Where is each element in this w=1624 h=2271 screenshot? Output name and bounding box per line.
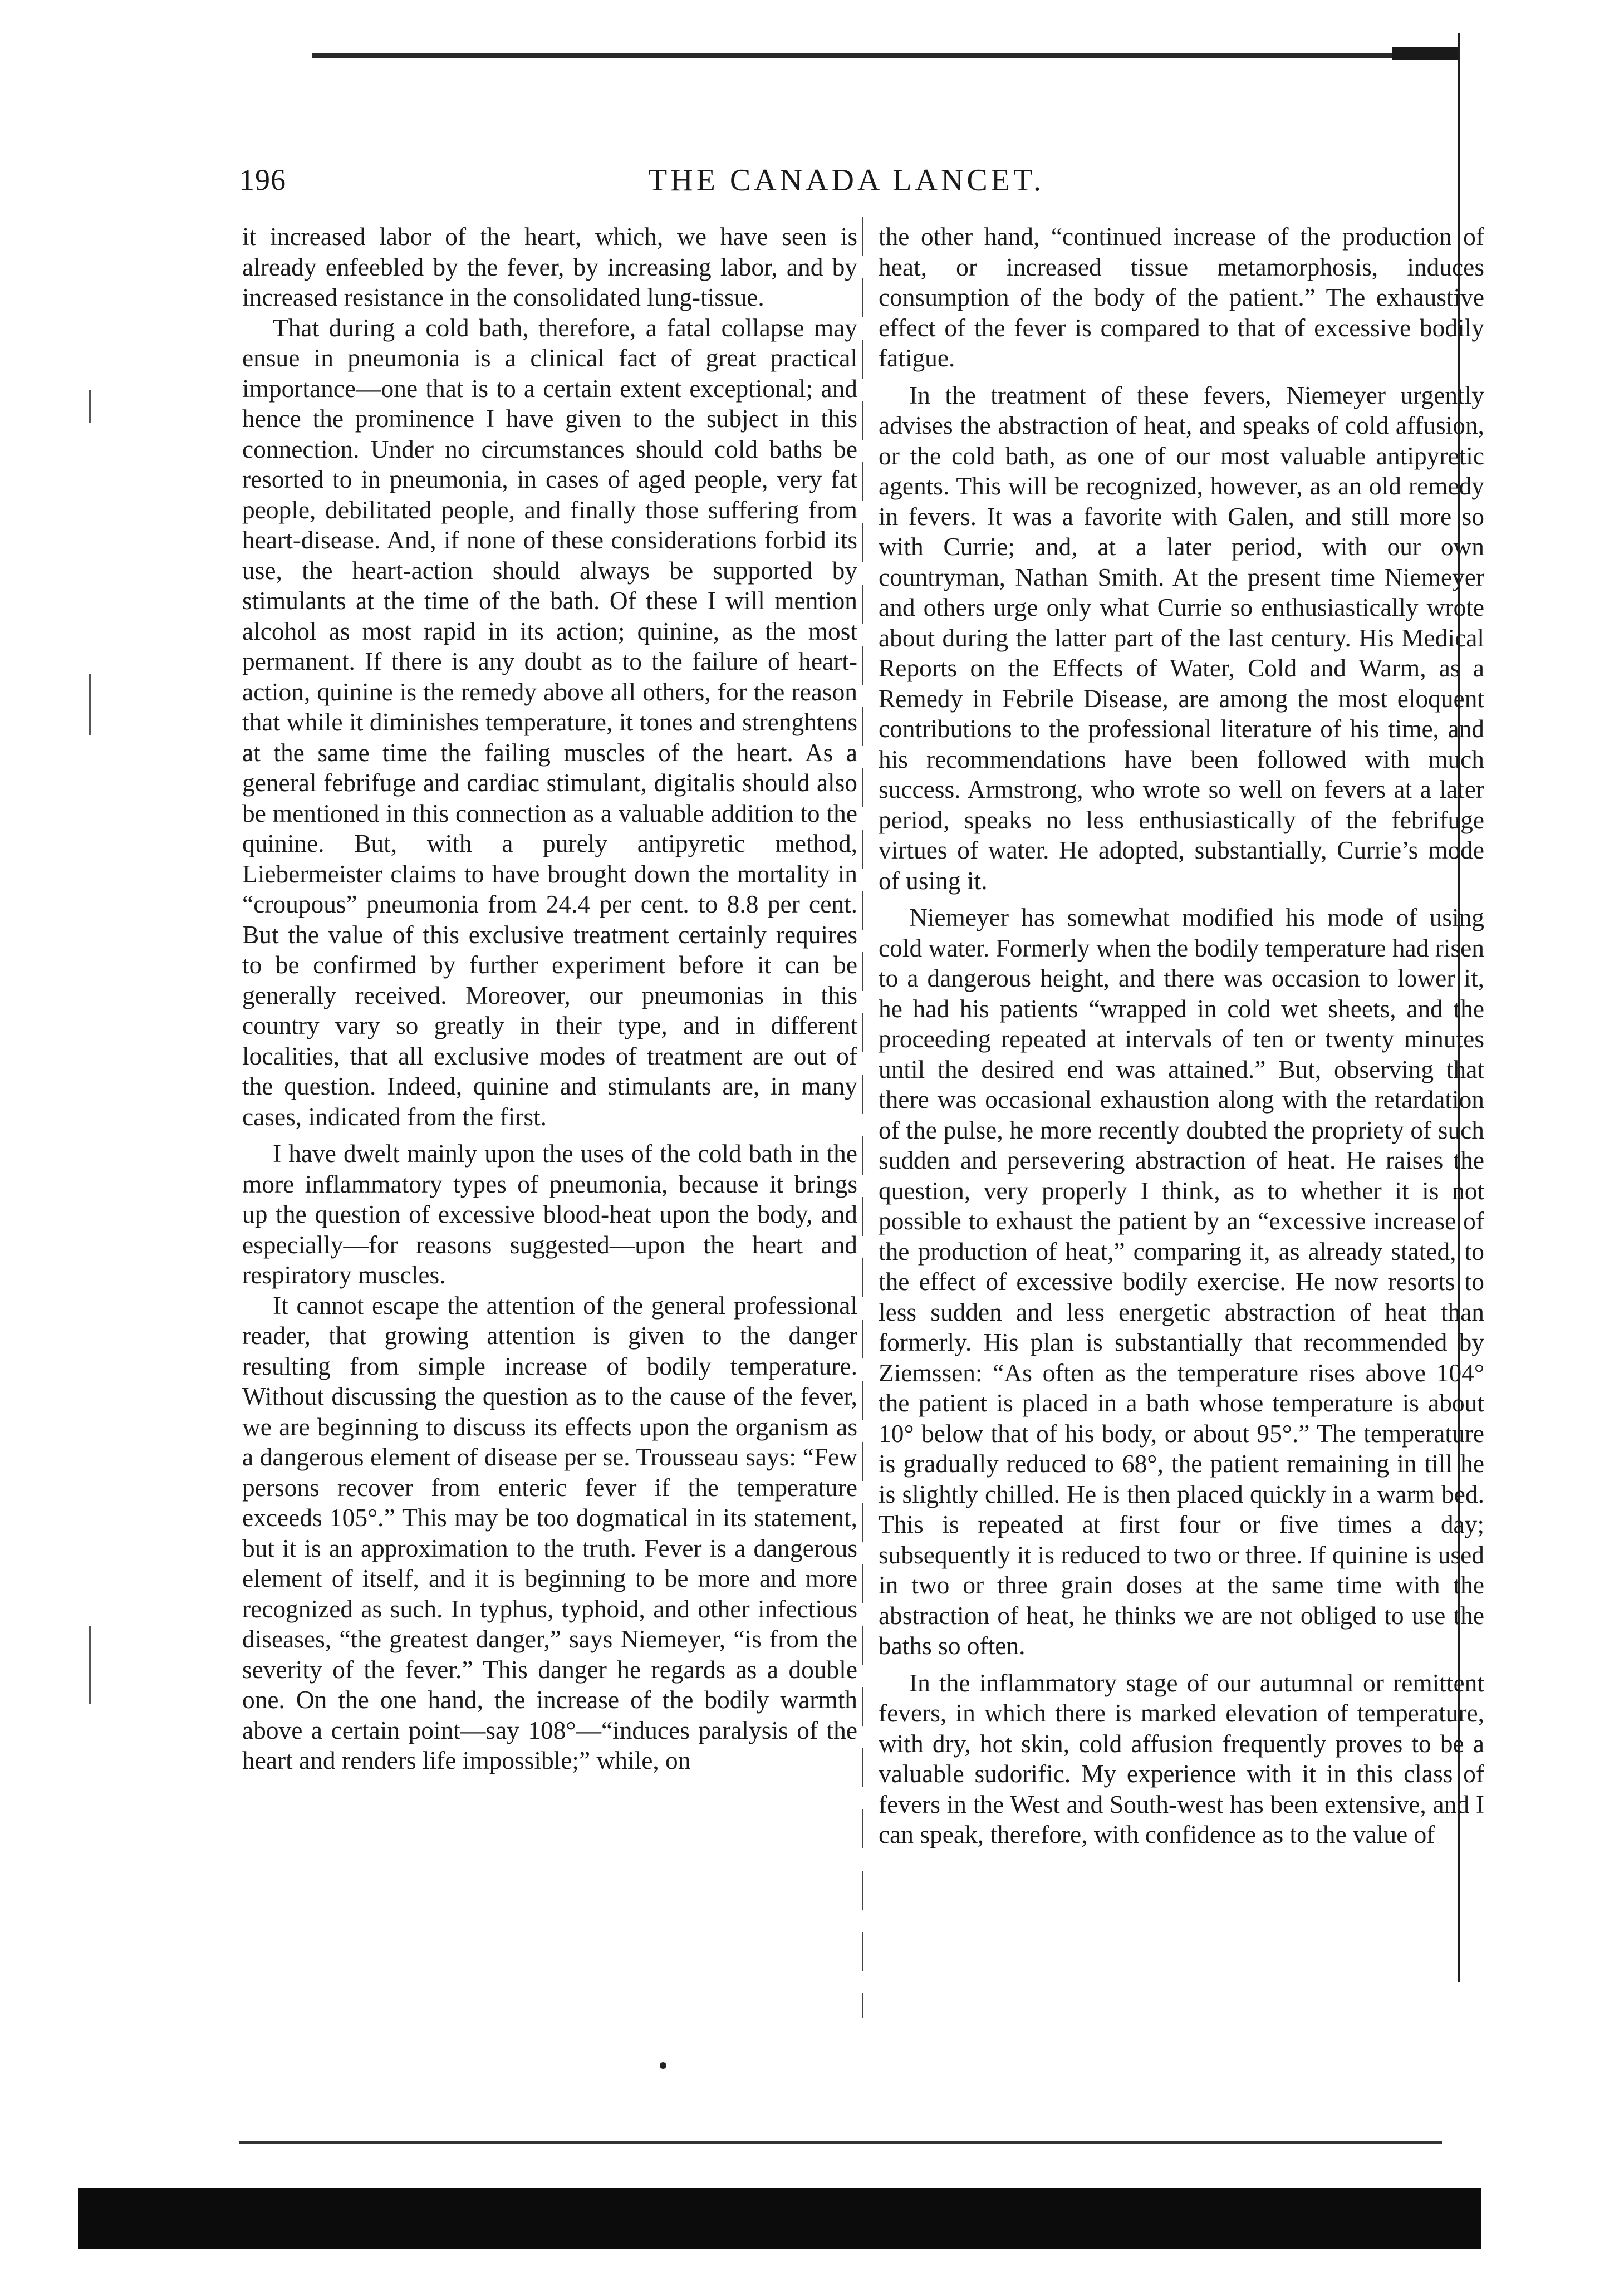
paragraph: Niemeyer has somewhat modified his mode of using cold water. Formerly when the bodily temperature had risen to a dangerous height, and there was occasion to lower it, he had his patients “wrapped in cold wet sheets, and the proceeding repeated at intervals of ten or twenty minutes until the desired end was attained.” But, observing that there was occasional exhaustion along with the retardation of the pulse, he more recently doubted the propriety of such sudden and persevering abstraction of heat. He raises the question, very properly I think, as to whether it is not possible to exhaust the patient by an “excessive increase of the production of heat,” comparing it, as already stated, to the effect of excessive bodily exercise. He now resorts to less sudden and less energetic abstraction of heat than formerly. His plan is substantially that recommended by Ziemssen: “As often as the temperature rises above 104° the patient is placed in a bath whose temperature is about 10° below that of his body, or about 95°.” The temperature is gradually reduced to 68°, the patient remaining in till he is slightly chilled. He is then placed quickly in a warm bed. This is repeated at first four or five times a day; subsequently it is reduced to two or three. If quinine is used in two or three grain doses at the same time with the abstraction of heat, he thinks we are not obliged to use the baths so often. bbox=[879, 904, 1484, 1660]
paragraph: I have dwelt mainly upon the uses of the cold bath in the more inflammatory types of pneumonia, because it brings up the question of excessive blood-heat upon the body, and especially—for reasons suggested—upon the heart and respiratory muscles. bbox=[242, 1140, 857, 1289]
paragraph: It cannot escape the attention of the general professional reader, that growing attention is given to the danger resulting from simple increase of bodily temperature. Without discussing the question as to the cause of the fever, we are beginning to discuss its effects upon the organism as a dangerous element of disease per se. Trousseau says: “Few persons recover from enteric fever if the temperature exceeds 105°.” This may be too dogmatical in its statement, but it is an approximation to the truth. Fever is a dangerous element of itself, and it is beginning to be more and more recognized as such. In typhus, typhoid, and other infectious diseases, “the greatest danger,” says Niemeyer, “is from the severity of the fever.” This danger he regards as a double one. On the one hand, the increase of the bodily warmth above a certain point—say 108°—“induces paralysis of the heart and renders life impossible;” while, on bbox=[242, 1291, 857, 1774]
column-divider bbox=[862, 217, 863, 2018]
top-border-rule bbox=[312, 49, 1459, 60]
paragraph: In the treatment of these fevers, Niemeyer urgently advises the abstraction of heat, and speaks of cold affusion, or the cold bath, as one of our most valuable antipyretic agents. This will be recognized, however, as an old remedy in fevers. It was a favorite with Galen, and still more so with Currie; and, at a later period, with our own countryman, Nathan Smith. At the present time Niemeyer and others urge only what Currie so enthusiastically wrote about during the latter part of the last century. His Medical Reports on the Effects of Water, Cold and Warm, as a Remedy in Febrile Disease, are among the most eloquent contributions to the professional literature of his time, and his recommendations have been followed with much success. Armstrong, who wrote so well on fevers at a later period, speaks no less enthusiastically of the febrifuge virtues of water. He adopted, substantially, Currie’s mode of using it. bbox=[879, 381, 1484, 895]
margin-mark bbox=[89, 1626, 91, 1704]
left-text-column bbox=[242, 222, 857, 2020]
margin-mark bbox=[89, 390, 91, 423]
margin-mark bbox=[89, 674, 91, 735]
paragraph: That during a cold bath, therefore, a fatal collapse may ensue in pneumonia is a clinical fact of great practical importance—one that is to a certain extent exceptional; and hence the prominence I have given to the subject in this connection. Under no circumstances should cold baths be resorted to in pneumonia, in cases of aged people, very fat people, debilitated people, and finally those suffering from heart-disease. And, if none of these considerations forbid its use, the heart-action should always be supported by stimulants at the time of the bath. Of these I will mention alcohol as most rapid in its action; quinine, as the most permanent. If there is any doubt as to the failure of heart-action, quinine is the remedy above all others, for the reason that while it diminishes temperature, it tones and strenghtens at the same time the failing muscles of the heart. As a general febrifuge and cardiac stimulant, digitalis should also be mentioned in this connection as a valuable addition to the quinine. But, with a purely antipyretic method, Liebermeister claims to have brought down the mortality in “croupous” pneumonia from 24.4 per cent. to 8.8 per cent. But the value of this exclusive treatment certainly requires to be confirmed by further experiment before it can be generally received. Moreover, our pneumonias in this country vary so greatly in their type, and in different localities, that all exclusive modes of treatment are out of the question. Indeed, quinine and stimulants are, in many cases, indicated from the first. bbox=[242, 313, 857, 1131]
ink-speck bbox=[660, 2062, 666, 2069]
page-number: 196 bbox=[239, 163, 286, 197]
paragraph: the other hand, “continued increase of the production of heat, or increased tissue metamorphosis, induces consumption of the body of the patient.” The exhaustive effect of the fever is compared to that of excessive bodily fatigue. bbox=[879, 223, 1484, 372]
paragraph: it increased labor of the heart, which, we have seen is already enfeebled by the fever, by increasing labor, and by increased resistance in the consolidated lung-tissue. bbox=[242, 223, 857, 311]
paragraph: In the inflammatory stage of our autumnal or remittent fevers, in which there is marked elevation of temperature, with dry, hot skin, cold affusion frequently proves to be a valuable sudorific. My experience with it in this class of fevers in the West and South-west has been extensive, and I can speak, therefore, with confidence as to the value of bbox=[879, 1669, 1484, 1848]
journal-title: THE CANADA LANCET. bbox=[647, 163, 1045, 198]
running-header bbox=[239, 163, 1453, 207]
right-text-column bbox=[879, 222, 1484, 2020]
bottom-scan-shadow bbox=[78, 2188, 1481, 2249]
bottom-scan-line bbox=[239, 2141, 1442, 2144]
